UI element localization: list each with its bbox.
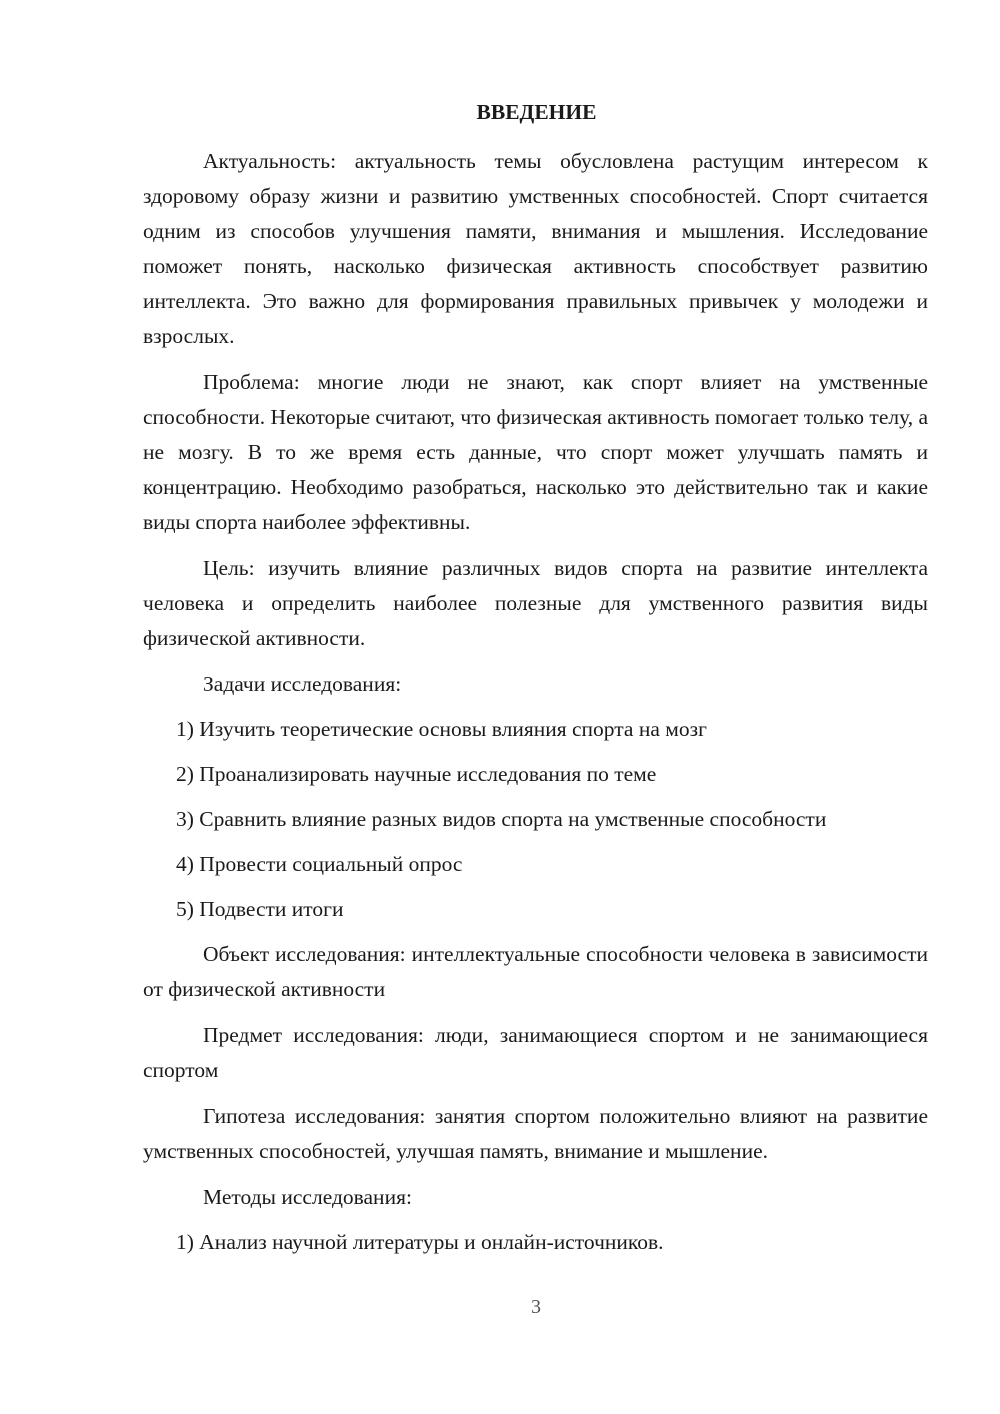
subject-paragraph: Предмет исследования: люди, занимающиеся спортом и не занимающиеся спортом [143,1023,928,1082]
methods-list [143,1225,928,1260]
page-number: 3 [531,1296,541,1318]
list-item: 1) Изучить теоретические основы влияния спорта на мозг [176,717,707,741]
goal-paragraph: Цель: изучить влияние различных видов спорта на развитие интеллекта человека и определить наиболее полезные для умственного развития виды физической активности. [143,556,928,650]
tasks-heading: Задачи исследования: [203,672,402,696]
list-item: 3) Сравнить влияние разных видов спорта на умственные способности [176,807,827,831]
hypothesis-paragraph: Гипотеза исследования: занятия спортом положительно влияют на развитие умственных способностей, улучшая память, внимание и мышление. [143,1104,928,1163]
list-item: 4) Провести социальный опрос [176,852,463,876]
object-paragraph: Объект исследования: интеллектуальные способности человека в зависимости от физической активности [143,942,928,1001]
list-item: 2) Проанализировать научные исследования по теме [176,762,657,786]
section-title: ВВЕДЕНИЕ [476,100,597,124]
list-item: 5) Подвести итоги [176,897,344,921]
page-content [143,95,928,1270]
problem-paragraph: Проблема: многие люди не знают, как спорт влияет на умственные способности. Некоторые считают, что физическая активность помогает только телу, а не мозгу. В то же время есть данные, что спорт может улучшать память и концентрацию. Необходимо разобраться, насколько это действительно так и какие виды спорта наиболее эффективны. [143,370,928,534]
list-item: 1) Анализ научной литературы и онлайн-источников. [176,1230,664,1254]
methods-heading: Методы исследования: [203,1185,412,1209]
tasks-list [143,712,928,927]
relevance-paragraph: Актуальность: актуальность темы обусловлена растущим интересом к здоровому образу жизни и развитию умственных способностей. Спорт считается одним из способов улучшения памяти, внимания и мышления. Исследование поможет понять, насколько физическая активность способствует развитию интеллекта. Это важно для формирования правильных привычек у молодежи и взрослых. [143,149,928,348]
